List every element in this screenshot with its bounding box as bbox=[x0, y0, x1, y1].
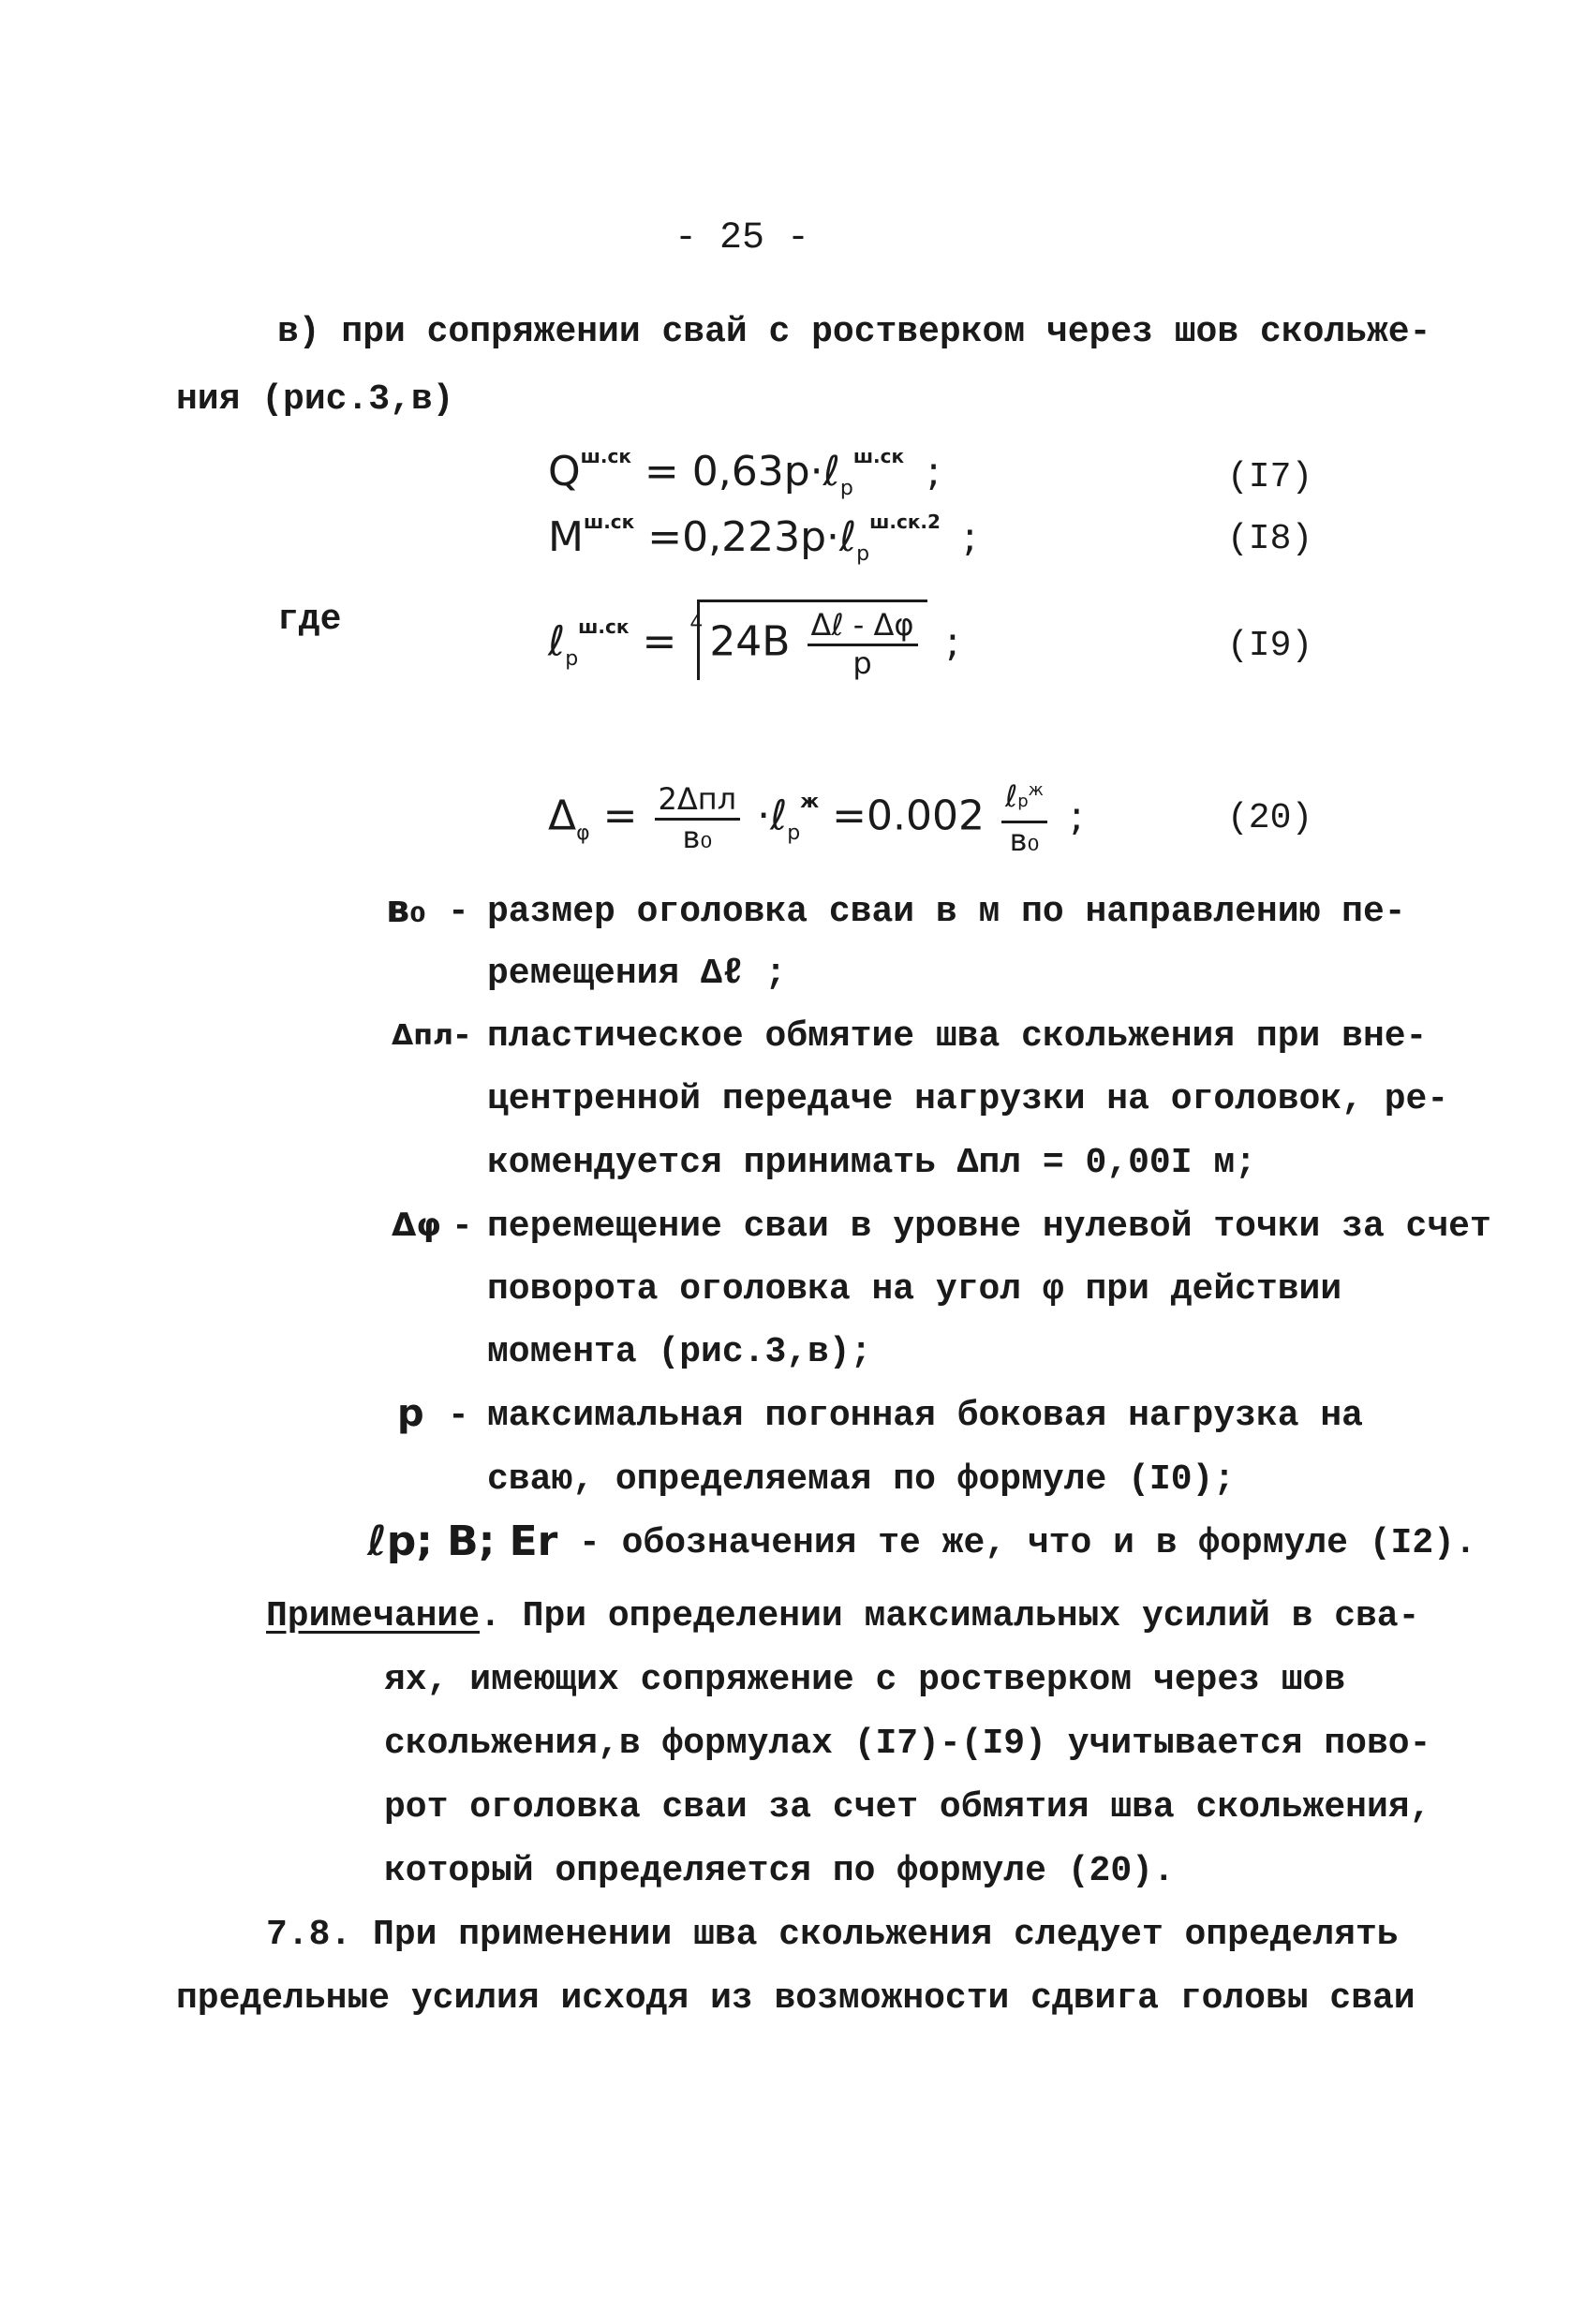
def-line: поворота оголовка на угол φ при действии bbox=[487, 1269, 1342, 1310]
f18-rsub: p bbox=[856, 542, 870, 566]
section-line-2: предельные усилия исходя из возможности сдвига головы сваи bbox=[176, 1978, 1415, 2019]
note-first-line bbox=[266, 1596, 1419, 1636]
f19-frac-den: p bbox=[852, 645, 872, 681]
section-line-1: 7.8. При применении шва скольжения следует определять bbox=[266, 1915, 1399, 1955]
def-dash: - bbox=[452, 1016, 473, 1057]
def-line: комендуется принимать Δпл = 0,00I м; bbox=[487, 1143, 1256, 1183]
where-label: где bbox=[277, 600, 342, 640]
f19-eq: = bbox=[642, 617, 677, 666]
def-symbol-p: p bbox=[397, 1392, 424, 1435]
f17-lhs: Q bbox=[548, 448, 581, 496]
f19-root-index: 4 bbox=[689, 611, 704, 635]
f17-sup: ш.ск bbox=[580, 445, 631, 467]
f19-tail: ; bbox=[945, 617, 960, 666]
page-number: - 25 - bbox=[674, 217, 810, 259]
def-line: центренной передаче нагрузки на оголовок, ре- bbox=[487, 1079, 1449, 1119]
f19-fraction bbox=[808, 608, 918, 680]
def-symbol-delta-pl: Δпл bbox=[392, 1019, 453, 1052]
f19-coef: 24B bbox=[709, 617, 791, 666]
intro-line-2: ния (рис.3,в) bbox=[176, 379, 454, 420]
note-label: Примечание bbox=[266, 1596, 481, 1636]
f17-rhs: = 0,63p·ℓ bbox=[644, 448, 840, 496]
f20-frac2-den: в₀ bbox=[1009, 822, 1040, 858]
def-line: пластическое обмятие шва скольжения при вне- bbox=[487, 1016, 1428, 1057]
note-line-1: . При определении максимальных усилий в сва- bbox=[480, 1596, 1420, 1636]
f20-frac2-num-main: ℓ bbox=[1005, 778, 1018, 814]
f17-rsup: ш.ск bbox=[852, 445, 905, 467]
f17-rsub: p bbox=[839, 477, 853, 500]
f20-fraction-2 bbox=[1001, 779, 1047, 857]
shared-def-symbols: ℓp; B; Er bbox=[367, 1517, 558, 1565]
f18-rhs: =0,223p·ℓ bbox=[647, 513, 857, 561]
f17-tail: ; bbox=[926, 448, 941, 496]
formula-19 bbox=[548, 600, 959, 680]
def-line: момента (рис.3,в); bbox=[487, 1332, 872, 1372]
f20-mid-sup: ж bbox=[800, 789, 820, 812]
def-dash: - bbox=[448, 892, 469, 932]
note-line: ях, имеющих сопряжение с ростверком через шов bbox=[384, 1660, 1346, 1700]
formula-17 bbox=[548, 445, 941, 500]
note-line: скольжения,в формулах (I7)-(I9) учитывается пово- bbox=[384, 1724, 1431, 1764]
def-dash: - bbox=[448, 1396, 469, 1436]
eq-number-20: (20) bbox=[1227, 798, 1313, 838]
f20-tail: ; bbox=[1069, 792, 1084, 840]
def-symbol-b0: в₀ bbox=[386, 888, 426, 931]
eq-number-19: (I9) bbox=[1227, 626, 1313, 666]
eq-number-17: (I7) bbox=[1227, 457, 1313, 497]
f19-frac-num: Δℓ - Δφ bbox=[808, 608, 918, 646]
eq-number-18: (I8) bbox=[1227, 519, 1313, 559]
f20-mid: ·ℓ bbox=[757, 792, 788, 840]
f20-frac1-num: 2Δпл bbox=[655, 782, 741, 821]
f19-lsub: p bbox=[565, 646, 579, 671]
f20-fraction-1 bbox=[655, 782, 741, 854]
f20-frac1-den: в₀ bbox=[682, 820, 713, 855]
f20-eq2: =0.002 bbox=[832, 792, 986, 840]
f20-lsub: φ bbox=[576, 821, 590, 845]
f20-eq: = bbox=[602, 792, 638, 840]
f18-sup: ш.ск bbox=[583, 511, 635, 533]
f18-lhs: M bbox=[548, 513, 584, 561]
f20-mid-sub: p bbox=[787, 821, 801, 845]
def-line: ремещения Δℓ ; bbox=[487, 954, 787, 994]
shared-def-text: - обозначения те же, что и в формуле (I2). bbox=[579, 1523, 1476, 1563]
f18-tail: ; bbox=[962, 513, 977, 561]
f20-frac2-num bbox=[1001, 779, 1047, 823]
f20-lhs: Δ bbox=[548, 792, 577, 840]
f18-rsup: ш.ск.2 bbox=[869, 511, 941, 533]
def-line: перемещение сваи в уровне нулевой точки за счет bbox=[487, 1206, 1491, 1247]
f19-lhs: ℓ bbox=[548, 617, 566, 666]
formula-18 bbox=[548, 511, 977, 566]
note-line: рот оголовка сваи за счет обмятия шва скольжения, bbox=[384, 1787, 1431, 1828]
f19-radical bbox=[697, 600, 926, 680]
def-symbol-delta-phi: Δφ bbox=[392, 1206, 441, 1244]
def-line: максимальная погонная боковая нагрузка на bbox=[487, 1396, 1363, 1436]
note-line: который определяется по формуле (20). bbox=[384, 1851, 1175, 1891]
def-line: сваю, определяемая по формуле (I0); bbox=[487, 1459, 1236, 1500]
intro-line-1: в) при сопряжении свай с ростверком через шов скольже- bbox=[277, 312, 1431, 352]
def-line: размер оголовка сваи в м по направлению пе- bbox=[487, 892, 1406, 932]
def-dash: - bbox=[452, 1206, 473, 1247]
formula-20 bbox=[548, 779, 1084, 857]
f20-frac2-num-sub: p bbox=[1017, 792, 1029, 811]
f20-frac2-num-sup: ж bbox=[1028, 780, 1044, 800]
f19-lsup: ш.ск bbox=[578, 614, 630, 638]
